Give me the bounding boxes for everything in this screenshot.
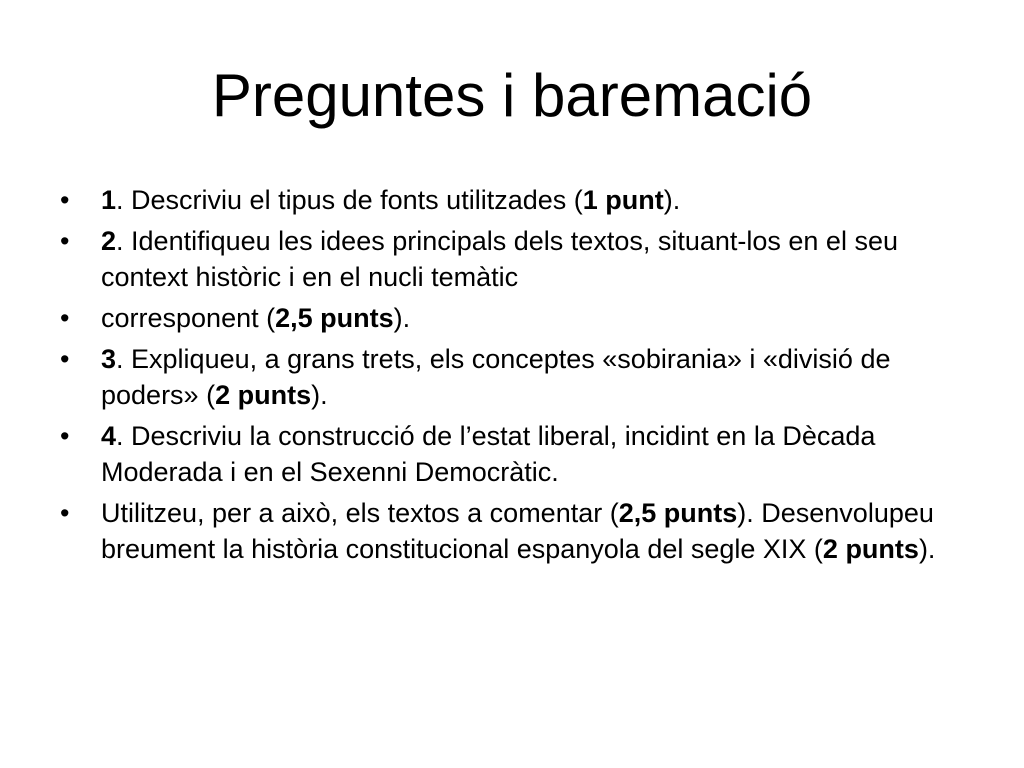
points-label: 2 punts: [215, 380, 312, 410]
item-text-end: ).: [918, 534, 936, 564]
item-text-end: ).: [311, 380, 328, 410]
question-number: 2: [101, 226, 117, 256]
item-text-start: corresponent (: [101, 303, 276, 333]
item-text: . Identifiqueu les idees principals dels textos, situant-los en el seu context històric i en el nucli temàtic: [101, 226, 898, 292]
item-text: . Expliqueu, a grans trets, els conceptes «sobirania» i «divisió de poders» (: [101, 344, 891, 410]
slide-title: Preguntes i baremació: [211, 62, 813, 129]
question-number: 3: [101, 344, 117, 374]
question-number: 1: [101, 185, 117, 215]
bullet-icon: •: [60, 498, 70, 528]
list-item: [60, 495, 970, 567]
question-number: 4: [101, 421, 117, 451]
bullet-icon: •: [60, 185, 70, 215]
list-item: [60, 341, 970, 413]
item-text-end: ).: [663, 185, 681, 215]
points-label: 1 punt: [582, 185, 664, 215]
list-item: [60, 300, 970, 336]
points-label: 2,5 punts: [618, 498, 738, 528]
item-text: . Descriviu la construcció de l’estat liberal, incidint en la Dècada Moderada i en el Sexenni Democràtic.: [101, 421, 876, 487]
list-item: [60, 182, 970, 218]
item-text-end: ).: [393, 303, 411, 333]
points-label: 2 punts: [822, 534, 919, 564]
list-item: [60, 223, 970, 295]
item-text: ). Desenvolupeu breument la història constitucional espanyola del segle XIX (: [101, 498, 934, 564]
item-text-start: Utilitzeu, per a això, els textos a comentar (: [101, 498, 619, 528]
bullet-icon: •: [60, 344, 70, 374]
list-item: [60, 418, 970, 490]
points-label: 2,5 punts: [275, 303, 394, 333]
bullet-list: [60, 182, 970, 572]
item-text: . Descriviu el tipus de fonts utilitzades (: [116, 185, 583, 215]
bullet-icon: •: [60, 421, 70, 451]
bullet-icon: •: [60, 303, 70, 333]
bullet-icon: •: [60, 226, 70, 256]
